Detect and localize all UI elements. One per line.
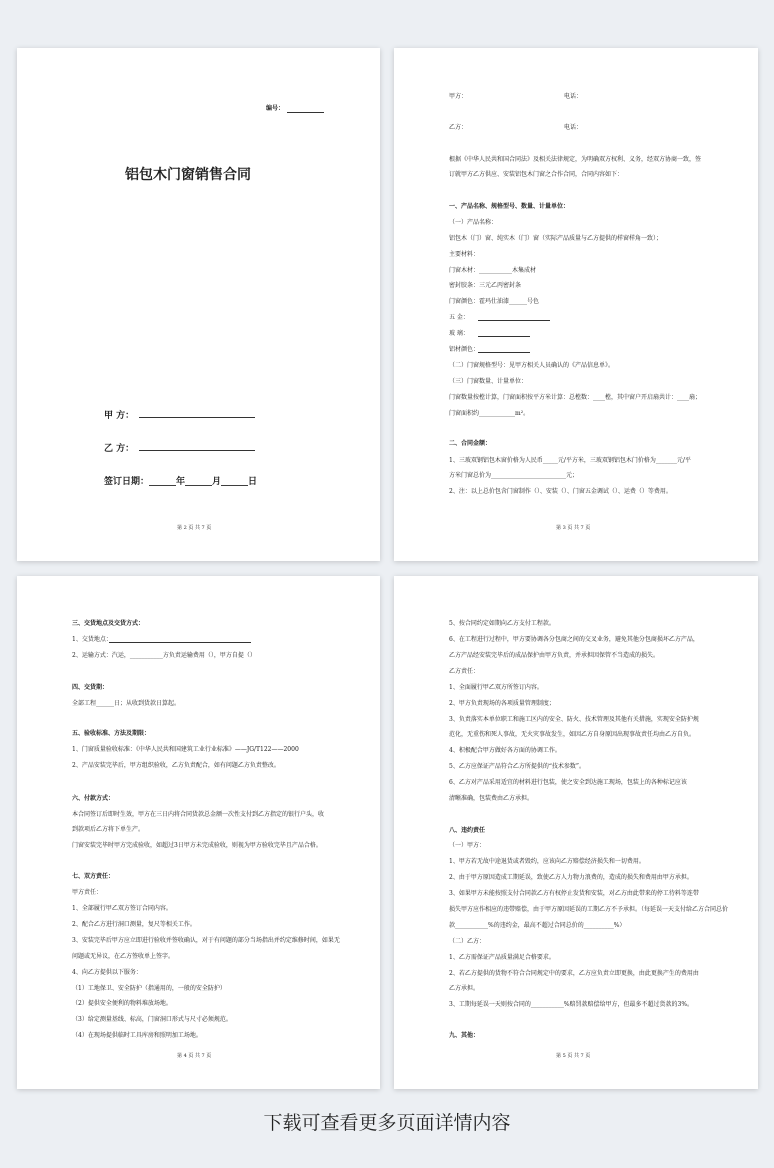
paragraph-line: 2、产品安装完毕后，甲方组织验收，乙方负责配合，如有问题乙方负责整改。 bbox=[72, 762, 280, 769]
paragraph-line: 1、全部履行甲乙双方签订合同内容。 bbox=[72, 905, 172, 912]
contract-page-3 bbox=[394, 48, 758, 561]
paragraph-line: 2、若乙方提供的货物不符合合同规定中的要求，乙方应负责立即更换，由此更换产生的费用由 bbox=[449, 970, 699, 977]
paragraph-line: 乙方责任： bbox=[449, 668, 480, 675]
paragraph-line: （2）提供安全便利的物料堆放场地。 bbox=[72, 1000, 172, 1007]
paragraph-line: 问题或无异议，在乙方签收单上签字。 bbox=[72, 953, 175, 960]
paragraph-line: 1、全面履行甲乙双方所签订内容。 bbox=[449, 684, 543, 691]
party-a-phone: 电话： bbox=[564, 93, 583, 100]
aluminum-color-blank bbox=[478, 352, 530, 353]
paragraph-line: 2、由于甲方原因造成工期延误，致使乙方人力物力浪费的，造成的损失和费用由甲方承担。 bbox=[449, 874, 693, 881]
paragraph-line: 到款项后乙方将下单生产。 bbox=[72, 826, 145, 833]
party-b-phone: 电话： bbox=[564, 124, 583, 131]
paragraph-line: 5、乙方应保证产品符合乙方所提供的“技术参数”。 bbox=[449, 763, 585, 770]
section-heading: 九、其他： bbox=[449, 1032, 480, 1039]
paragraph-line: 密封胶条：三元乙丙密封条 bbox=[449, 282, 522, 289]
paragraph-line: 方米门窗总价为_________________________元； bbox=[449, 472, 579, 479]
contract-number-blank bbox=[287, 112, 324, 113]
paragraph-line: 范化，无重伤和死人事故，无火灾事故发生，如因乙方自身原因出现事故责任均由乙方自负。 bbox=[449, 731, 696, 738]
paragraph-line: 门窗安装完毕时甲方完成验收，如超过3日甲方未完成验收，则视为甲方验收完毕且产品合格。 bbox=[72, 842, 322, 849]
page-number: 第 2 页 共 7 页 bbox=[177, 525, 212, 531]
paragraph-line: （一）甲方： bbox=[449, 842, 486, 849]
paragraph-line: 5、按合同约定如期向乙方支付工程款。 bbox=[449, 620, 555, 627]
paragraph-line: 门窗木材：___________木集成材 bbox=[449, 267, 537, 274]
document-title: 铝包木门窗销售合同 bbox=[125, 167, 251, 183]
download-more-caption: 下载可查看更多页面详情内容 bbox=[263, 1112, 511, 1134]
party-a-label: 甲 方： bbox=[104, 411, 135, 421]
paragraph-line: 清晰准确，包装费由乙方承担。 bbox=[449, 795, 534, 802]
paragraph-line: 2、注：以上总价包含门窗制作（）、安装（）、门窗五金调试（）、运费（）等费用。 bbox=[449, 488, 672, 495]
paragraph-line: 铝材颜色： bbox=[449, 346, 480, 353]
paragraph-line: 3、负责落实本单位职工和施工区内的安全、防火、技术管理及其他有关措施，实现安全防护规 bbox=[449, 716, 699, 723]
section-heading: 五、验收标准、方法及期限： bbox=[72, 730, 151, 737]
paragraph-line: 主要材料： bbox=[449, 251, 480, 258]
paragraph-line: 根据《中华人民共和国合同法》及相关法律规定，为明确双方权利、义务，经双方协商一致，签 bbox=[449, 156, 702, 163]
paragraph-line: 1、交货地点： bbox=[72, 636, 112, 643]
paragraph-line: 门窗面积约____________m²。 bbox=[449, 410, 530, 417]
paragraph-line: 本合同签订后即时生效，甲方在三日内将合同货款总金额一次性支付到乙方指定的银行户头，收 bbox=[72, 811, 325, 818]
section-heading: 一、产品名称、规格型号、数量、计量单位： bbox=[449, 203, 570, 210]
contract-cover-page bbox=[17, 48, 380, 561]
paragraph-line: （二）门窗规格型号：见甲方相关人员确认的《产品信息单》。 bbox=[449, 362, 615, 369]
section-heading: 二、合同金额： bbox=[449, 440, 492, 447]
paragraph-line: 订就甲方乙方供应、安装铝包木门窗之合作合同，合同内容如下： bbox=[449, 171, 624, 178]
party-b-blank bbox=[139, 450, 255, 451]
section-heading: 七、双方责任： bbox=[72, 873, 115, 880]
delivery-location-blank bbox=[109, 642, 251, 643]
paragraph-line: 6、乙方对产品采用适宜的材料进行包装，使之安全到达施工现场，包装上的各种标记应该 bbox=[449, 779, 687, 786]
party-b-line: 乙方： bbox=[449, 124, 468, 131]
paragraph-line: 4、向乙方提供以下服务： bbox=[72, 969, 142, 976]
paragraph-line: 乙方承担。 bbox=[449, 985, 480, 992]
paragraph-line: 3、如果甲方未能按照支付合同款乙方有权停止发货和安装，对乙方由此带来的停工待料等连带 bbox=[449, 890, 699, 897]
section-heading: 四、交货期： bbox=[72, 684, 109, 691]
page-number: 第 5 页 共 7 页 bbox=[556, 1053, 591, 1059]
paragraph-line: 1、乙方需保证产品质量满足合格要求。 bbox=[449, 954, 555, 961]
paragraph-line: 玻 璃： bbox=[449, 330, 469, 337]
sign-date: 签订日期：______年______月______日 bbox=[104, 477, 258, 487]
party-a-line: 甲方： bbox=[449, 93, 468, 100]
paragraph-line: 门窗数量按樘计算，门窗面积按平方米计算：总樘数：____樘，其中窗户开启扇共计：____扇； bbox=[449, 394, 702, 401]
paragraph-line: （二）乙方： bbox=[449, 938, 486, 945]
paragraph-line: （三）门窗数量、计量单位： bbox=[449, 378, 528, 385]
contract-page-4 bbox=[17, 576, 380, 1089]
section-heading: 六、付款方式： bbox=[72, 795, 115, 802]
section-heading: 三、交货地点及交货方式： bbox=[72, 620, 145, 627]
paragraph-line: （1）工地保卫、安全防护（指通用的，一般的安全防护） bbox=[72, 985, 226, 992]
paragraph-line: 乙方产品经安装完毕后的成品保护由甲方负责，并承担因保管不当造成的损失。 bbox=[449, 652, 660, 659]
paragraph-line: 2、配合乙方进行洞口测量，复尺等相关工作。 bbox=[72, 921, 196, 928]
paragraph-line: 3、工期每延误一天则按合同的___________%赔罚款赔偿给甲方，但最多不超过货款的3%。 bbox=[449, 1001, 694, 1008]
contract-number-label: 编号： bbox=[266, 105, 285, 112]
paragraph-line: 1、门窗质量验收标准：《中华人民共和国建筑工业行业标准》——JG/T122——2000 bbox=[72, 746, 299, 753]
paragraph-line: 门窗颜色：霍玛仕油漆______号色 bbox=[449, 298, 540, 305]
paragraph-line: 2、运输方式：汽运，___________方负责运输费用（），甲方自提（） bbox=[72, 652, 256, 659]
paragraph-line: 3、安装完毕后甲方应立即进行验收并签收确认，对于有问题的部分当场指出并约定维修时间，如果无 bbox=[72, 937, 340, 944]
paragraph-line: 1、三玻双钢铝包木窗价格为人民币_____元/平方米，三玻双钢铝包木门价格为_______元/平 bbox=[449, 457, 691, 464]
paragraph-line: 甲方责任： bbox=[72, 889, 103, 896]
paragraph-line: 款___________%的违约金，最高不超过合同总价的__________%） bbox=[449, 922, 626, 929]
section-heading: 八、违约责任 bbox=[449, 827, 486, 834]
party-a-blank bbox=[139, 417, 255, 418]
paragraph-line: （一）产品名称： bbox=[449, 219, 498, 226]
paragraph-line: 损失甲方应作相应的违带赔偿，由于甲方原因延误的工期乙方不予承担。（每延误一天支付给乙方合同总价 bbox=[449, 906, 729, 913]
paragraph-line: （3）给定测量基线、标高，门窗洞口形式与尺寸必须规范。 bbox=[72, 1016, 232, 1023]
page-number: 第 4 页 共 7 页 bbox=[177, 1053, 212, 1059]
paragraph-line: 铝包木（门）窗、纯实木（门）窗（实际产品质量与乙方提供的样窗样角一致）； bbox=[449, 235, 663, 242]
paragraph-line: （4）在现场提供临时工具库房和照明加工场地。 bbox=[72, 1032, 202, 1039]
paragraph-line: 五 金： bbox=[449, 314, 469, 321]
party-b-label: 乙 方： bbox=[104, 444, 135, 454]
paragraph-line: 全部工程______日；从收到货款日算起。 bbox=[72, 700, 181, 707]
paragraph-line: 2、甲方负责现场的各项质量管理制度； bbox=[449, 700, 555, 707]
contract-page-5 bbox=[394, 576, 758, 1089]
paragraph-line: 1、甲方若无故中途退货或者毁约，应该向乙方赔偿经济损失和一切费用。 bbox=[449, 858, 645, 865]
page-number: 第 3 页 共 7 页 bbox=[556, 525, 591, 531]
glass-blank bbox=[478, 336, 530, 337]
paragraph-line: 4、积极配合甲方做好各方面的协调工作。 bbox=[449, 747, 561, 754]
hardware-blank bbox=[478, 320, 550, 321]
paragraph-line: 6、在工程进行过程中，甲方要协调各分包商之间的交叉业务，避免其他分包商损坏乙方产品， bbox=[449, 636, 699, 643]
